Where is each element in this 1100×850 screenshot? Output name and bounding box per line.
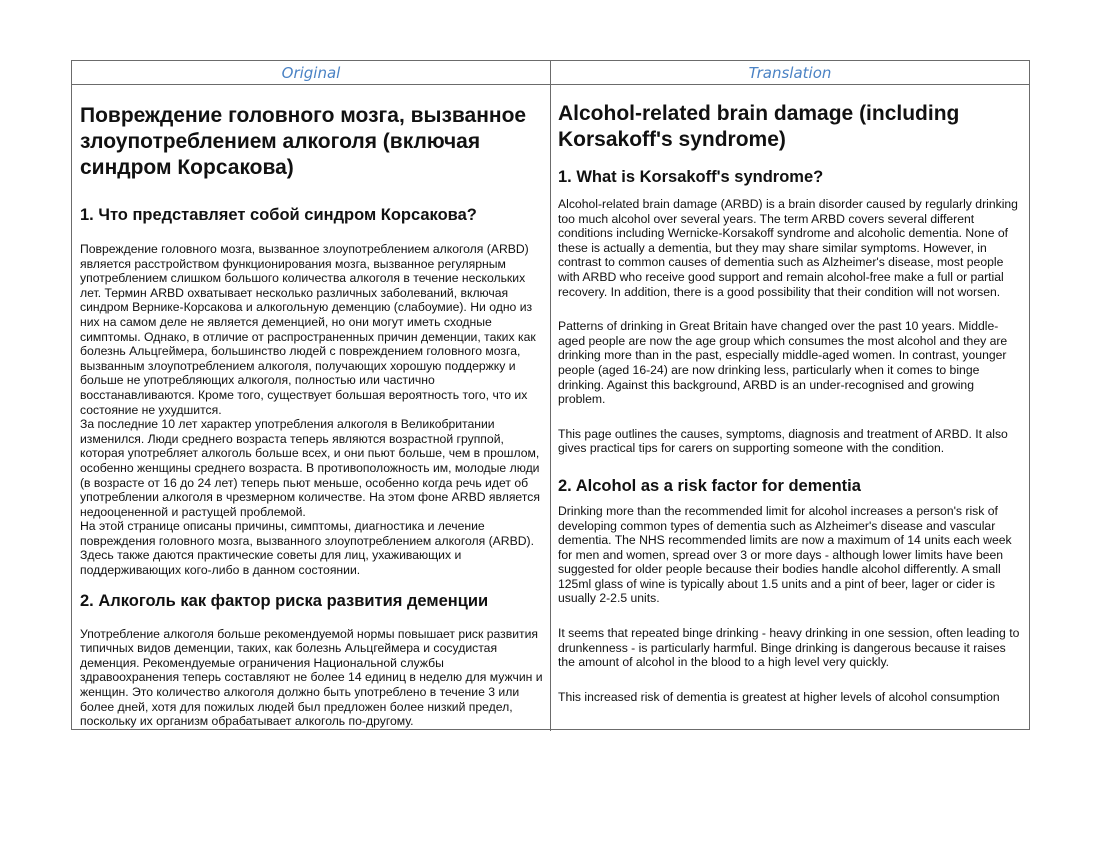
original-title: Повреждение головного мозга, вызванное злоупотреблением алкоголя (включая синдром Корсакова) bbox=[80, 104, 527, 179]
translation-paragraph-3: This page outlines the causes, symptoms, diagnosis and treatment of ARBD. It also gives practical tips for carers on supporting someone with the condition. bbox=[558, 426, 1008, 456]
translation-cell bbox=[558, 85, 1022, 729]
original-paragraph-2: За последние 10 лет характер употребления алкоголя в Великобритании изменился. Люди среднего возраста теперь являются возрастной группой, которая употребляет алкоголь больше всех, и они пьют больше, чем в прошлом, особенно женщины среднего возраста. В противоположность им, молодые люди (в возрасте от 16 до 24 лет) теперь пьют меньше, особенно когда речь идет об употреблении алкоголя в чрезмерном количестве. На этом фоне ARBD является недооцененной и растущей проблемой. bbox=[80, 417, 540, 519]
translation-paragraph-6: This increased risk of dementia is greatest at higher levels of alcohol consumption bbox=[558, 689, 1000, 704]
translation-paragraph-4: Drinking more than the recommended limit for alcohol increases a person's risk of developing common types of dementia such as Alzheimer's disease and vascular dementia. The NHS recommended limits are now a maximum of 14 units each week for men and women, spread over 3 or more days - although lower limits have been suggested for older people because their bodies handle alcohol differently. A small 125ml glass of wine is typically about 1.5 units and a pint of beer, lager or cider is usually 2-2.5 units. bbox=[558, 503, 1012, 606]
original-paragraph-4: Употребление алкоголя больше рекомендуемой нормы повышает риск развития типичных видов деменции, таких, как болезнь Альцгеймера и сосудистая деменция. Рекомендуемые ограничения Национальной службы здравоохранения теперь составляют не более 14 единиц в неделю для мужчин и женщин. Это количество алкоголя должно быть употреблено в течение 3 или более дней, хотя для пожилых людей был предложен более низкий предел, поскольку их организм обрабатывает алкоголь по-другому. bbox=[80, 626, 543, 729]
original-paragraph-1: Повреждение головного мозга, вызванное злоупотреблением алкоголя (ARBD) является расстройством функционирования мозга, вызванное регулярным употреблением слишком большого количества алкоголя в течение нескольких лет. Термин ARBD охватывает несколько различных заболеваний, включая синдром Вернике-Корсакова и алкогольную деменцию (слабоумие). Ни одно из них на самом деле не является деменцией, но они могут иметь сходные симптомы. Однако, в отличие от распространенных причин деменции, таких как болезнь Альцгеймера, большинство людей с повреждением головного мозга, вызванным злоупотреблением алкоголя, получающих хорошую поддержку и больше не употребляющих алкоголя, полностью или частично восстанавливаются. Кроме того, существует большая вероятность того, что их состояние не ухудшится. bbox=[80, 242, 536, 417]
original-cell bbox=[80, 85, 546, 729]
translation-title: Alcohol-related brain damage (including Korsakoff's syndrome) bbox=[558, 102, 960, 151]
bilingual-table bbox=[71, 60, 1030, 730]
translation-paragraph-2: Patterns of drinking in Great Britain have changed over the past 10 years. Middle-aged people are now the age group which consumes the most alcohol and they are drinking more than in the past, especially middle-aged women. In contrast, younger people (aged 16-24) are now drinking less, particularly when it comes to binge drinking. Against this background, ARBD is an under-recognised and growing problem. bbox=[558, 319, 1008, 407]
original-heading-2: 2. Алкоголь как фактор риска развития деменции bbox=[80, 591, 489, 610]
original-column-header: Original bbox=[72, 61, 551, 85]
translation-paragraph-5: It seems that repeated binge drinking - heavy drinking in one session, often leading to drunkenness - is particularly harmful. Binge drinking is dangerous because it raises the amount of alcohol in the blood to a high level very quickly. bbox=[558, 626, 1020, 670]
original-paragraph-3: На этой странице описаны причины, симптомы, диагностика и лечение повреждения головного мозга, вызванного злоупотреблением алкоголя (ARBD). Здесь также даются практические советы для лиц, ухаживающих и поддерживающих кого-либо в данном состоянии. bbox=[80, 519, 534, 578]
translation-column-header: Translation bbox=[551, 61, 1029, 85]
original-heading-1: 1. Что представляет собой синдром Корсакова? bbox=[80, 206, 477, 224]
translation-heading-1: 1. What is Korsakoff's syndrome? bbox=[558, 168, 824, 186]
column-divider bbox=[550, 85, 551, 731]
translation-paragraph-1: Alcohol-related brain damage (ARBD) is a brain disorder caused by regularly drinking too much alcohol over several years. The term ARBD covers several different conditions including Wernicke-Korsakoff syndrome and alcoholic dementia. None of these is actually a dementia, but they may share similar symptoms. However, in contrast to common causes of dementia such as Alzheimer's disease, most people with ARBD who receive good support and remain alcohol-free make a full or partial recovery. In addition, there is a good possibility that their condition will not worsen. bbox=[558, 197, 1018, 299]
translation-heading-2: 2. Alcohol as a risk factor for dementia bbox=[558, 476, 861, 495]
